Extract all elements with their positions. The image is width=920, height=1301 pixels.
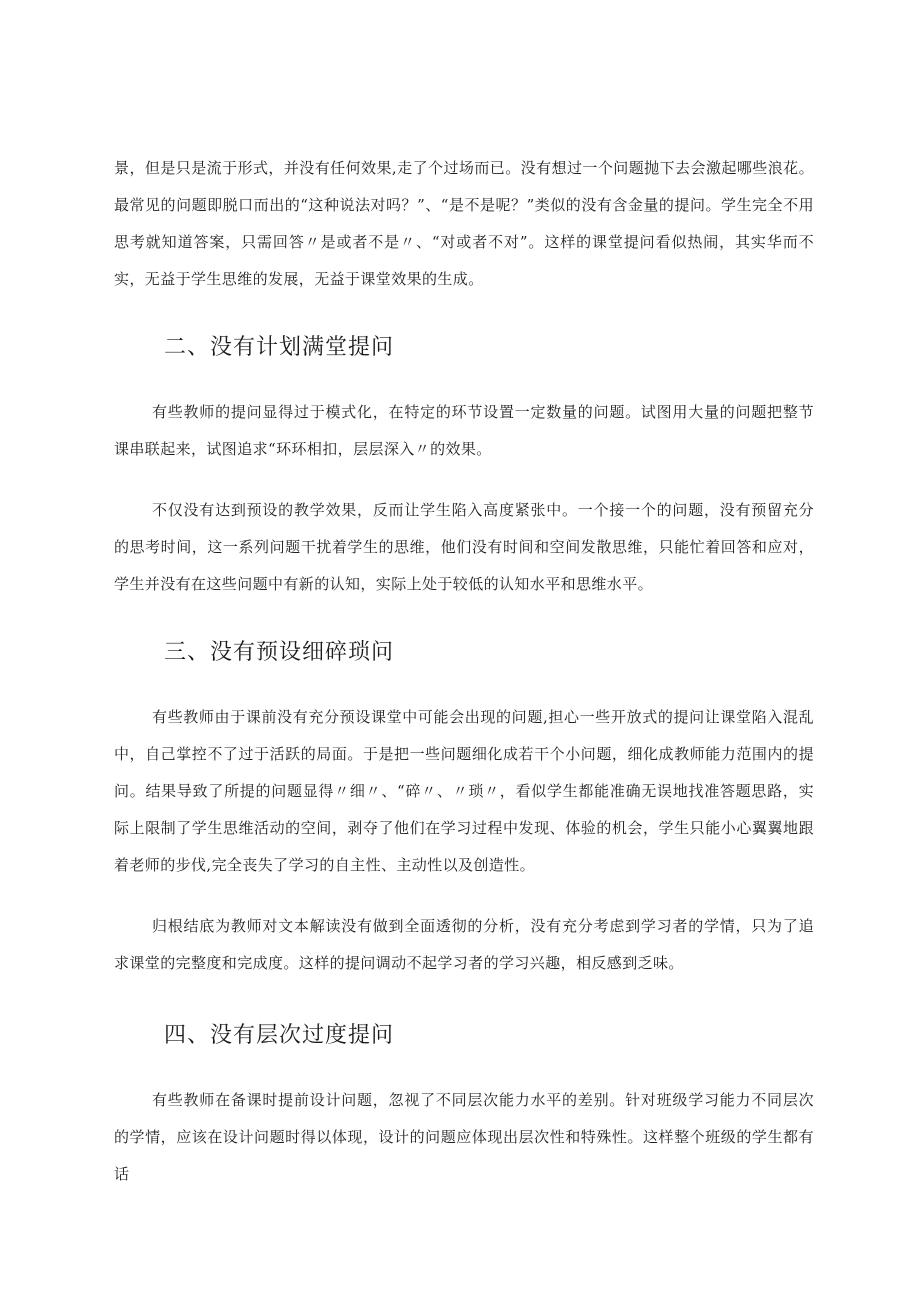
section-4-paragraph-1: 有些教师在备课时提前设计问题，忽视了不同层次能力水平的差别。针对班级学习能力不同层次的学情，应该在设计问题时得以体现，设计的问题应体现出层次性和特殊性。这样整个班级的学生都有话: [114, 1091, 814, 1183]
document-body: [114, 150, 814, 1193]
section-2-paragraph-1: 有些教师的提问显得过于模式化，在特定的环节设置一定数量的问题。试图用大量的问题把整节课串联起来，试图追求“环环相扣，层层深入〃的效果。: [114, 403, 814, 458]
section-2-paragraph-2: 不仅没有达到预设的教学效果，反而让学生陷入高度紧张中。一个接一个的问题，没有预留充分的思考时间，这一系列问题干扰着学生的思维，他们没有时间和空间发散思维，只能忙着回答和应对，学生并没有在这些问题中有新的认知，实际上处于较低的认知水平和思维水平。: [114, 501, 814, 593]
section-3-paragraph-2: 归根结底为教师对文本解读没有做到全面透彻的分析，没有充分考虑到学习者的学情，只为了追求课堂的完整度和完成度。这样的提问调动不起学习者的学习兴趣，相反感到乏味。: [114, 917, 814, 972]
section-heading-3: 三、没有预设细碎琐问: [164, 640, 395, 665]
section-heading-2: 二、没有计划满堂提问: [164, 335, 395, 360]
section-3-paragraph-1: 有些教师由于课前没有充分预设课堂中可能会出现的问题,担心一些开放式的提问让课堂陷入混乱中，自己掌控不了过于活跃的局面。于是把一些问题细化成若干个小问题，细化成教师能力范围内的提问。结果导致了所提的问题显得〃细〃、“碎〃、〃琐〃，看似学生都能准确无误地找准答题思路，实际上限制了学生思维活动的空间，剥夺了他们在学习过程中发现、体验的机会，学生只能小心翼翼地跟着老师的步伐,完全丧失了学习的自主性、主动性以及创造性。: [114, 708, 814, 874]
section-heading-4: 四、没有层次过度提问: [164, 1023, 395, 1048]
intro-paragraph: 景，但是只是流于形式，并没有任何效果,走了个过场而已。没有想过一个问题抛下去会激起哪些浪花。最常见的问题即脱口而出的“这种说法对吗？”、“是不是呢？”类似的没有含金量的提问。学生完全不用思考就知道答案，只需回答〃是或者不是〃、“对或者不对”。这样的课堂提问看似热闹，其实华而不实，无益于学生思维的发展，无益于课堂效果的生成。: [114, 159, 814, 288]
